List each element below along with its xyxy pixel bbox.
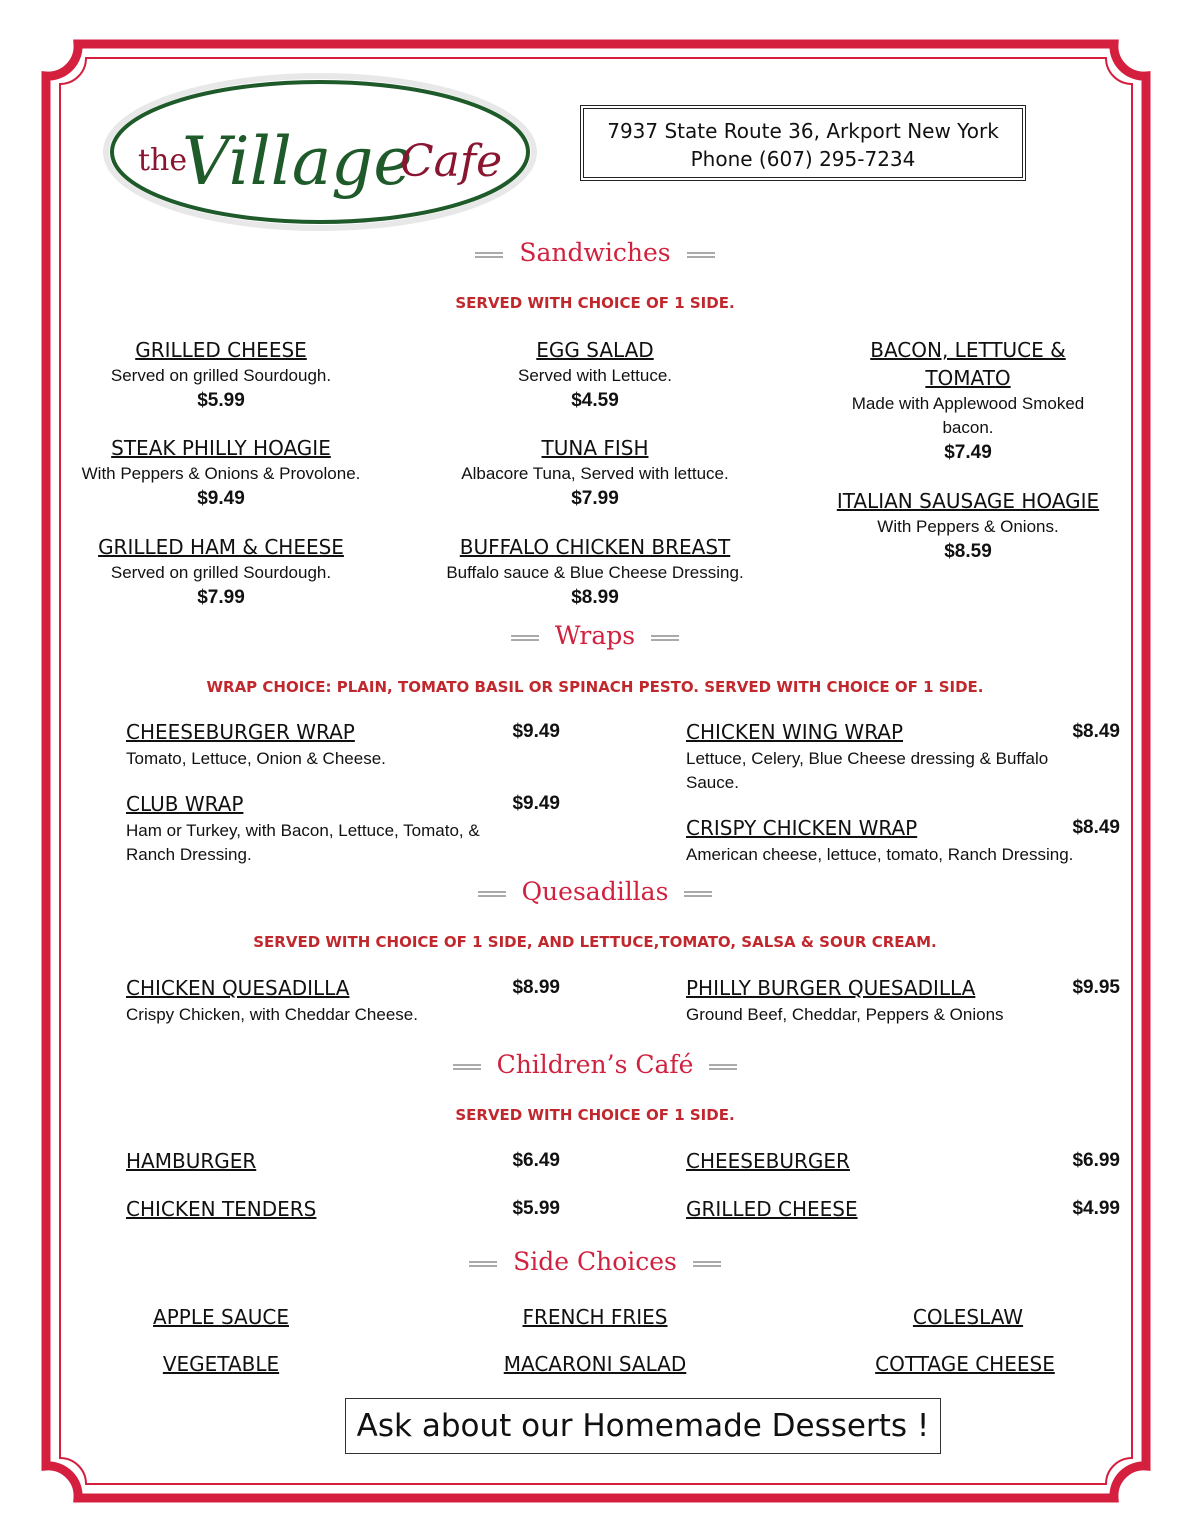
menu-item: [41, 533, 401, 611]
side-item: VEGETABLE: [162, 1352, 280, 1376]
item-description: Served on grilled Sourdough.: [110, 563, 332, 582]
item-price: $8.99: [571, 587, 619, 608]
item-name: BACON, LETTUCE & TOMATO: [870, 338, 1066, 390]
item-name: GRILLED CHEESE: [135, 338, 307, 362]
item-description: Lettuce, Celery, Blue Cheese dressing & Buffalo Sauce.: [686, 749, 1049, 792]
item-description: Made with Applewood Smoked bacon.: [851, 394, 1085, 437]
item-price: $4.99: [1072, 1198, 1120, 1219]
item-name: CHEESEBURGER WRAP: [126, 720, 355, 744]
section-title-quesadillas: Quesadillas: [0, 875, 1190, 909]
item-description: Served on grilled Sourdough.: [110, 366, 332, 385]
divider-bar: [453, 1064, 481, 1070]
section-title-wraps: Wraps: [0, 619, 1190, 653]
menu-item: [41, 336, 401, 414]
item-description: Ham or Turkey, with Bacon, Lettuce, Tomato, & Ranch Dressing.: [126, 821, 480, 864]
item-price: $8.59: [944, 541, 992, 562]
menu-item: [415, 434, 775, 512]
item-price: $7.99: [571, 488, 619, 509]
item-description: Served with Lettuce.: [517, 366, 673, 385]
menu-item: [828, 336, 1108, 466]
item-name: HAMBURGER: [126, 1149, 257, 1173]
item-price: $5.99: [197, 390, 245, 411]
address-line: 7937 State Route 36, Arkport New York: [607, 119, 999, 143]
side-item: FRENCH FRIES: [522, 1305, 668, 1329]
divider-bar: [478, 891, 506, 897]
address-box: [580, 105, 1026, 181]
item-price: $9.49: [512, 721, 560, 742]
logo-the: the: [138, 143, 188, 178]
item-name: BUFFALO CHICKEN BREAST: [459, 535, 731, 559]
side-item: COTTAGE CHEESE: [875, 1352, 1055, 1376]
item-name: PHILLY BURGER QUESADILLA: [686, 976, 976, 1000]
item-description: With Peppers & Onions & Provolone.: [81, 464, 361, 483]
item-description: American cheese, lettuce, tomato, Ranch Dressing.: [686, 845, 1074, 864]
divider-bar: [475, 252, 503, 258]
section-title-sandwiches: Sandwiches: [0, 236, 1190, 270]
item-name: TUNA FISH: [541, 436, 649, 460]
logo-cafe: Cafe: [400, 136, 503, 187]
divider-bar: [469, 1261, 497, 1267]
divider-bar: [687, 252, 715, 258]
item-name: EGG SALAD: [536, 338, 654, 362]
item-name: STEAK PHILLY HOAGIE: [111, 436, 331, 460]
divider-bar: [693, 1261, 721, 1267]
divider-bar: [511, 635, 539, 641]
item-price: $4.59: [571, 390, 619, 411]
menu-item: [37, 434, 405, 512]
item-price: $9.49: [512, 793, 560, 814]
item-price: $5.99: [512, 1198, 560, 1219]
section-note-quesadillas: SERVED WITH CHOICE OF 1 SIDE, AND LETTUCE,TOMATO, SALSA & SOUR CREAM.: [253, 933, 937, 951]
item-name: CHICKEN QUESADILLA: [126, 976, 350, 1000]
item-name: CHICKEN WING WRAP: [686, 720, 904, 744]
item-description: Buffalo sauce & Blue Cheese Dressing.: [446, 563, 744, 582]
section-title-childrens-cafe: Children’s Café: [0, 1048, 1190, 1082]
menu-item: [415, 533, 775, 611]
item-description: Albacore Tuna, Served with lettuce.: [461, 464, 729, 483]
item-description: Tomato, Lettuce, Onion & Cheese.: [126, 749, 386, 768]
item-name: GRILLED HAM & CHEESE: [98, 535, 344, 559]
item-name: CHEESEBURGER: [686, 1149, 850, 1173]
item-price: $9.95: [1072, 977, 1120, 998]
section-note-childrens-cafe: SERVED WITH CHOICE OF 1 SIDE.: [455, 1106, 735, 1124]
divider-bar: [709, 1064, 737, 1070]
divider-bar: [651, 635, 679, 641]
item-price: $8.49: [1072, 721, 1120, 742]
menu-item: [808, 487, 1128, 565]
menu-item: [415, 336, 775, 414]
item-name: CLUB WRAP: [126, 792, 244, 816]
logo-village: Village: [182, 123, 413, 200]
item-price: $8.49: [1072, 817, 1120, 838]
phone-line: Phone (607) 295-7234: [690, 147, 916, 171]
section-title-side-choices: Side Choices: [0, 1245, 1190, 1279]
section-note-wraps: WRAP CHOICE: PLAIN, TOMATO BASIL OR SPINACH PESTO. SERVED WITH CHOICE OF 1 SIDE.: [206, 678, 984, 696]
item-price: $8.99: [512, 977, 560, 998]
item-name: ITALIAN SAUSAGE HOAGIE: [836, 489, 1100, 513]
dessert-callout: Ask about our Homemade Desserts !: [345, 1398, 941, 1454]
item-description: Crispy Chicken, with Cheddar Cheese.: [126, 1005, 418, 1024]
section-note-sandwiches: SERVED WITH CHOICE OF 1 SIDE.: [455, 294, 735, 312]
item-price: $7.99: [197, 587, 245, 608]
item-name: CHICKEN TENDERS: [126, 1197, 317, 1221]
divider-bar: [684, 891, 712, 897]
logo: [100, 72, 540, 232]
side-item: APPLE SAUCE: [153, 1305, 289, 1329]
item-name: GRILLED CHEESE: [686, 1197, 858, 1221]
side-item: COLESLAW: [912, 1305, 1024, 1329]
item-description: Ground Beef, Cheddar, Peppers & Onions: [686, 1005, 1004, 1024]
item-name: CRISPY CHICKEN WRAP: [686, 816, 918, 840]
item-price: $6.99: [1072, 1150, 1120, 1171]
side-item: MACARONI SALAD: [503, 1352, 687, 1376]
item-price: $7.49: [944, 442, 992, 463]
item-price: $9.49: [197, 488, 245, 509]
item-price: $6.49: [512, 1150, 560, 1171]
item-description: With Peppers & Onions.: [877, 517, 1059, 536]
